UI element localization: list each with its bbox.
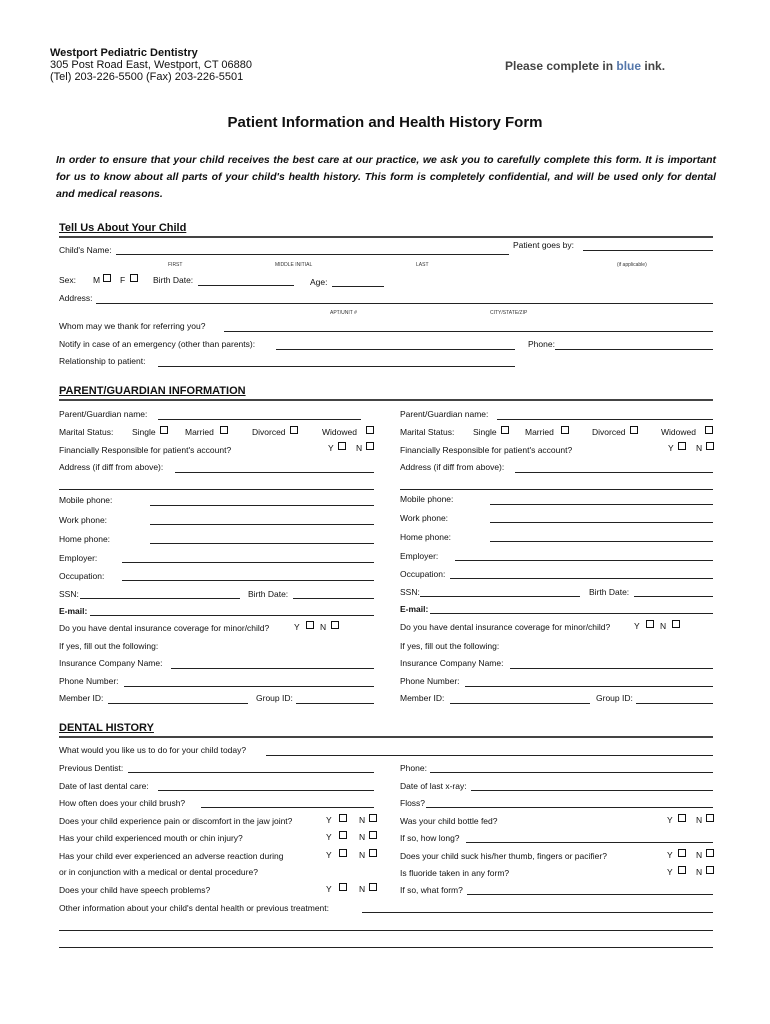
parent2-name-label: Parent/Guardian name: <box>400 409 489 419</box>
last-hint: LAST <box>416 262 429 268</box>
thumb-question: Does your child suck his/her thumb, fingers or pacifier? <box>400 851 607 861</box>
parent1-member-field[interactable] <box>108 703 248 704</box>
reaction-question-line2: or in conjunction with a medical or dental procedure? <box>59 867 258 877</box>
parent2-address-field[interactable] <box>515 472 713 473</box>
city-hint: CITY/STATE/ZIP <box>490 310 528 316</box>
fluoride-question: Is fluoride taken in any form? <box>400 868 510 878</box>
referral-label: Whom may we thank for referring you? <box>59 321 206 331</box>
other-info-label: Other information about your child's dental health or previous treatment: <box>59 903 329 913</box>
parent1-mobile-field[interactable] <box>150 505 374 506</box>
parent1-occupation-field[interactable] <box>122 580 374 581</box>
parent1-financial-y-checkbox[interactable] <box>338 442 346 450</box>
injury-n-label: N <box>359 832 366 842</box>
parent2-member-field[interactable] <box>450 703 590 704</box>
parent1-if-yes-label: If yes, fill out the following: <box>59 641 159 651</box>
reaction-y-label: Y <box>326 850 332 860</box>
bottle-y-label: Y <box>667 815 673 825</box>
parent1-employer-label: Employer: <box>59 553 98 563</box>
thumb-n-checkbox[interactable] <box>706 849 714 857</box>
child-section-rule <box>59 236 713 238</box>
practice-header <box>50 47 252 83</box>
parent2-address-label: Address (if diff from above): <box>400 462 505 472</box>
parent1-occupation-label: Occupation: <box>59 571 105 581</box>
parent2-ins-company-label: Insurance Company Name: <box>400 658 504 668</box>
sex-label: Sex: <box>59 275 77 285</box>
parent2-home-field[interactable] <box>490 541 713 542</box>
parent2-address-field-2[interactable] <box>400 489 713 490</box>
prev-dentist-field[interactable] <box>128 772 374 773</box>
parent2-financial-n-checkbox[interactable] <box>706 442 714 450</box>
ink-text-before: Please complete in <box>505 59 617 73</box>
fluoride-y-checkbox[interactable] <box>678 866 686 874</box>
jaw-y-label: Y <box>326 815 332 825</box>
speech-y-checkbox[interactable] <box>339 883 347 891</box>
prev-dentist-label: Previous Dentist: <box>59 763 124 773</box>
sex-m-label: M <box>93 275 101 285</box>
goes-by-label: Patient goes by: <box>513 240 574 250</box>
parent1-ins-phone-label: Phone Number: <box>59 676 119 686</box>
parent2-divorced-label: Divorced <box>592 427 626 437</box>
fluoride-n-checkbox[interactable] <box>706 866 714 874</box>
parent2-mobile-label: Mobile phone: <box>400 494 454 504</box>
parent1-name-label: Parent/Guardian name: <box>59 409 148 419</box>
last-xray-field[interactable] <box>471 790 713 791</box>
child-name-label: Child's Name: <box>59 245 112 255</box>
floss-label: Floss? <box>400 798 426 808</box>
parent2-work-label: Work phone: <box>400 513 449 523</box>
parent1-insurance-n-checkbox[interactable] <box>331 621 339 629</box>
ink-text-after: ink. <box>641 59 666 73</box>
parent1-address-field-2[interactable] <box>59 489 374 490</box>
parent2-married-checkbox[interactable] <box>561 426 569 434</box>
thumb-y-label: Y <box>667 850 673 860</box>
fluoride-n-label: N <box>696 867 703 877</box>
parent2-home-label: Home phone: <box>400 532 452 542</box>
parent1-financial-label: Financially Responsible for patient's account? <box>59 445 232 455</box>
parent1-member-label: Member ID: <box>59 693 104 703</box>
floss-field[interactable] <box>426 807 713 808</box>
parent1-work-field[interactable] <box>150 524 374 525</box>
parent1-employer-field[interactable] <box>122 562 374 563</box>
thumb-n-label: N <box>696 850 703 860</box>
last-care-label: Date of last dental care: <box>59 781 149 791</box>
parent1-single-label: Single <box>132 427 156 437</box>
what-form-label: If so, what form? <box>400 885 463 895</box>
parent1-birth-field[interactable] <box>293 598 374 599</box>
speech-n-label: N <box>359 884 366 894</box>
jaw-question: Does your child experience pain or discomfort in the jaw joint? <box>59 816 293 826</box>
parent1-financial-n-label: N <box>356 443 363 453</box>
jaw-n-label: N <box>359 815 366 825</box>
parent1-group-field[interactable] <box>296 703 374 704</box>
practice-phones: (Tel) 203-226-5500 (Fax) 203-226-5501 <box>50 71 244 83</box>
sex-m-checkbox[interactable] <box>103 274 111 282</box>
parent2-group-field[interactable] <box>636 703 713 704</box>
bottle-n-checkbox[interactable] <box>706 814 714 822</box>
bottle-y-checkbox[interactable] <box>678 814 686 822</box>
form-title: Patient Information and Health History Form <box>227 114 543 131</box>
parent2-ins-company-field[interactable] <box>510 668 713 669</box>
parent1-address-label: Address (if diff from above): <box>59 462 164 472</box>
parent2-email-field[interactable] <box>430 613 713 614</box>
other-info-field[interactable] <box>362 912 713 913</box>
reaction-n-checkbox[interactable] <box>369 849 377 857</box>
middle-hint: MIDDLE INITIAL <box>275 262 313 268</box>
dental-section-heading: DENTAL HISTORY <box>59 722 154 734</box>
parent1-work-label: Work phone: <box>59 515 108 525</box>
parent2-widowed-checkbox[interactable] <box>705 426 713 434</box>
last-xray-label: Date of last x-ray: <box>400 781 467 791</box>
brush-label: How often does your child brush? <box>59 798 186 808</box>
parent1-home-label: Home phone: <box>59 534 111 544</box>
parent1-divorced-label: Divorced <box>252 427 286 437</box>
parent2-financial-y-checkbox[interactable] <box>678 442 686 450</box>
reaction-question-line1: Has your child ever experienced an adverse reaction during <box>59 851 284 861</box>
injury-n-checkbox[interactable] <box>369 831 377 839</box>
parent2-ssn-label: SSN: <box>400 587 420 597</box>
parent2-employer-label: Employer: <box>400 551 439 561</box>
parent2-email-label: E-mail: <box>400 604 429 614</box>
parent1-group-label: Group ID: <box>256 693 293 703</box>
parent2-if-yes-label: If yes, fill out the following: <box>400 641 500 651</box>
jaw-n-checkbox[interactable] <box>369 814 377 822</box>
parent-section-rule <box>59 399 713 401</box>
relationship-label: Relationship to patient: <box>59 356 146 366</box>
apt-hint: APT/UNIT # <box>330 310 357 316</box>
age-field[interactable] <box>332 286 384 287</box>
today-question: What would you like us to do for your child today? <box>59 745 247 755</box>
parent1-ins-company-label: Insurance Company Name: <box>59 658 163 668</box>
bottle-n-label: N <box>696 815 703 825</box>
relationship-field[interactable] <box>158 366 515 367</box>
parent2-single-label: Single <box>473 427 497 437</box>
sex-f-label: F <box>120 275 126 285</box>
speech-question: Does your child have speech problems? <box>59 885 211 895</box>
parent1-widowed-checkbox[interactable] <box>366 426 374 434</box>
injury-question: Has your child experienced mouth or chin injury? <box>59 833 243 843</box>
dentist-phone-label: Phone: <box>400 763 427 773</box>
child-section-heading: Tell Us About Your Child <box>59 222 187 234</box>
speech-y-label: Y <box>326 884 332 894</box>
parent2-birth-field[interactable] <box>634 596 713 597</box>
sex-f-checkbox[interactable] <box>130 274 138 282</box>
emergency-field[interactable] <box>276 349 515 350</box>
emergency-phone-label: Phone: <box>528 339 555 349</box>
practice-address: 305 Post Road East, Westport, CT 06880 <box>50 59 252 71</box>
parent2-occupation-field[interactable] <box>450 578 713 579</box>
parent2-work-field[interactable] <box>490 522 713 523</box>
other-info-field-3[interactable] <box>59 947 713 948</box>
parent2-group-label: Group ID: <box>596 693 633 703</box>
age-label: Age: <box>310 277 328 287</box>
parent2-divorced-checkbox[interactable] <box>630 426 638 434</box>
ink-instruction <box>505 59 665 73</box>
parent1-married-label: Married <box>185 427 214 437</box>
parent2-name-field[interactable] <box>497 419 713 420</box>
parent2-ins-phone-label: Phone Number: <box>400 676 460 686</box>
parent1-mobile-label: Mobile phone: <box>59 495 113 505</box>
parent1-ssn-field[interactable] <box>80 598 240 599</box>
emergency-label: Notify in case of an emergency (other than parents): <box>59 339 256 349</box>
if-applicable-hint: (if applicable) <box>617 262 647 268</box>
parent2-widowed-label: Widowed <box>661 427 696 437</box>
birth-date-field[interactable] <box>198 285 294 286</box>
bottle-question: Was your child bottle fed? <box>400 816 498 826</box>
reaction-n-label: N <box>359 850 366 860</box>
parent-section-heading: PARENT/GUARDIAN INFORMATION <box>59 385 246 397</box>
parent2-insurance-n-checkbox[interactable] <box>672 620 680 628</box>
parent1-financial-n-checkbox[interactable] <box>366 442 374 450</box>
how-long-label: If so, how long? <box>400 833 460 843</box>
how-long-field[interactable] <box>466 842 713 843</box>
speech-n-checkbox[interactable] <box>369 883 377 891</box>
parent1-insurance-question: Do you have dental insurance coverage for minor/child? <box>59 623 270 633</box>
dentist-phone-field[interactable] <box>430 772 713 773</box>
parent2-mobile-field[interactable] <box>490 504 713 505</box>
parent1-insurance-y-label: Y <box>294 622 300 632</box>
address-field[interactable] <box>96 303 713 304</box>
parent2-employer-field[interactable] <box>455 560 713 561</box>
parent2-ssn-field[interactable] <box>420 596 580 597</box>
parent2-financial-n-label: N <box>696 443 703 453</box>
fluoride-y-label: Y <box>667 867 673 877</box>
parent2-insurance-question: Do you have dental insurance coverage for minor/child? <box>400 622 611 632</box>
parent1-widowed-label: Widowed <box>322 427 357 437</box>
parent2-insurance-y-label: Y <box>634 621 640 631</box>
parent1-financial-y-label: Y <box>328 443 334 453</box>
what-form-field[interactable] <box>467 894 713 895</box>
parent1-home-field[interactable] <box>150 543 374 544</box>
address-label: Address: <box>59 293 93 303</box>
parent1-divorced-checkbox[interactable] <box>290 426 298 434</box>
parent2-insurance-n-label: N <box>660 621 667 631</box>
today-field[interactable] <box>266 755 713 756</box>
parent1-single-checkbox[interactable] <box>160 426 168 434</box>
parent1-birth-label: Birth Date: <box>248 589 289 599</box>
injury-y-checkbox[interactable] <box>339 831 347 839</box>
parent1-ins-phone-field[interactable] <box>124 686 374 687</box>
emergency-phone-field[interactable] <box>555 349 713 350</box>
parent2-marital-label: Marital Status: <box>400 427 455 437</box>
jaw-y-checkbox[interactable] <box>339 814 347 822</box>
goes-by-field[interactable] <box>583 250 713 251</box>
parent2-financial-label: Financially Responsible for patient's account? <box>400 445 573 455</box>
parent1-married-checkbox[interactable] <box>220 426 228 434</box>
injury-y-label: Y <box>326 832 332 842</box>
parent1-email-field[interactable] <box>90 615 374 616</box>
last-care-field[interactable] <box>158 790 374 791</box>
parent2-married-label: Married <box>525 427 554 437</box>
intro-paragraph: In order to ensure that your child receives the best care at our practice, we ask you to carefully complete this form. It is important for us to know about all parts of your child's health history. This form is completely confidential, and will be used only for dental and medical reasons. <box>56 154 716 200</box>
parent2-occupation-label: Occupation: <box>400 569 446 579</box>
parent1-address-field[interactable] <box>175 472 374 473</box>
thumb-y-checkbox[interactable] <box>678 849 686 857</box>
ink-text-blue: blue <box>616 59 642 73</box>
parent2-insurance-y-checkbox[interactable] <box>646 620 654 628</box>
dental-section-rule <box>59 736 713 738</box>
parent1-ins-company-field[interactable] <box>171 668 374 669</box>
parent1-insurance-y-checkbox[interactable] <box>306 621 314 629</box>
parent2-member-label: Member ID: <box>400 693 445 703</box>
child-name-field[interactable] <box>116 254 509 255</box>
parent2-birth-label: Birth Date: <box>589 587 630 597</box>
brush-field[interactable] <box>201 807 374 808</box>
birth-date-label: Birth Date: <box>153 275 194 285</box>
parent2-single-checkbox[interactable] <box>501 426 509 434</box>
parent1-marital-label: Marital Status: <box>59 427 114 437</box>
practice-name: Westport Pediatric Dentistry <box>50 47 198 59</box>
parent2-financial-y-label: Y <box>668 443 674 453</box>
first-hint: FIRST <box>168 262 183 268</box>
other-info-field-2[interactable] <box>59 930 713 931</box>
parent2-ins-phone-field[interactable] <box>465 686 713 687</box>
referral-field[interactable] <box>224 331 713 332</box>
parent1-email-label: E-mail: <box>59 606 88 616</box>
parent1-name-field[interactable] <box>158 419 361 420</box>
reaction-y-checkbox[interactable] <box>339 849 347 857</box>
parent1-ssn-label: SSN: <box>59 589 79 599</box>
parent1-insurance-n-label: N <box>320 622 327 632</box>
